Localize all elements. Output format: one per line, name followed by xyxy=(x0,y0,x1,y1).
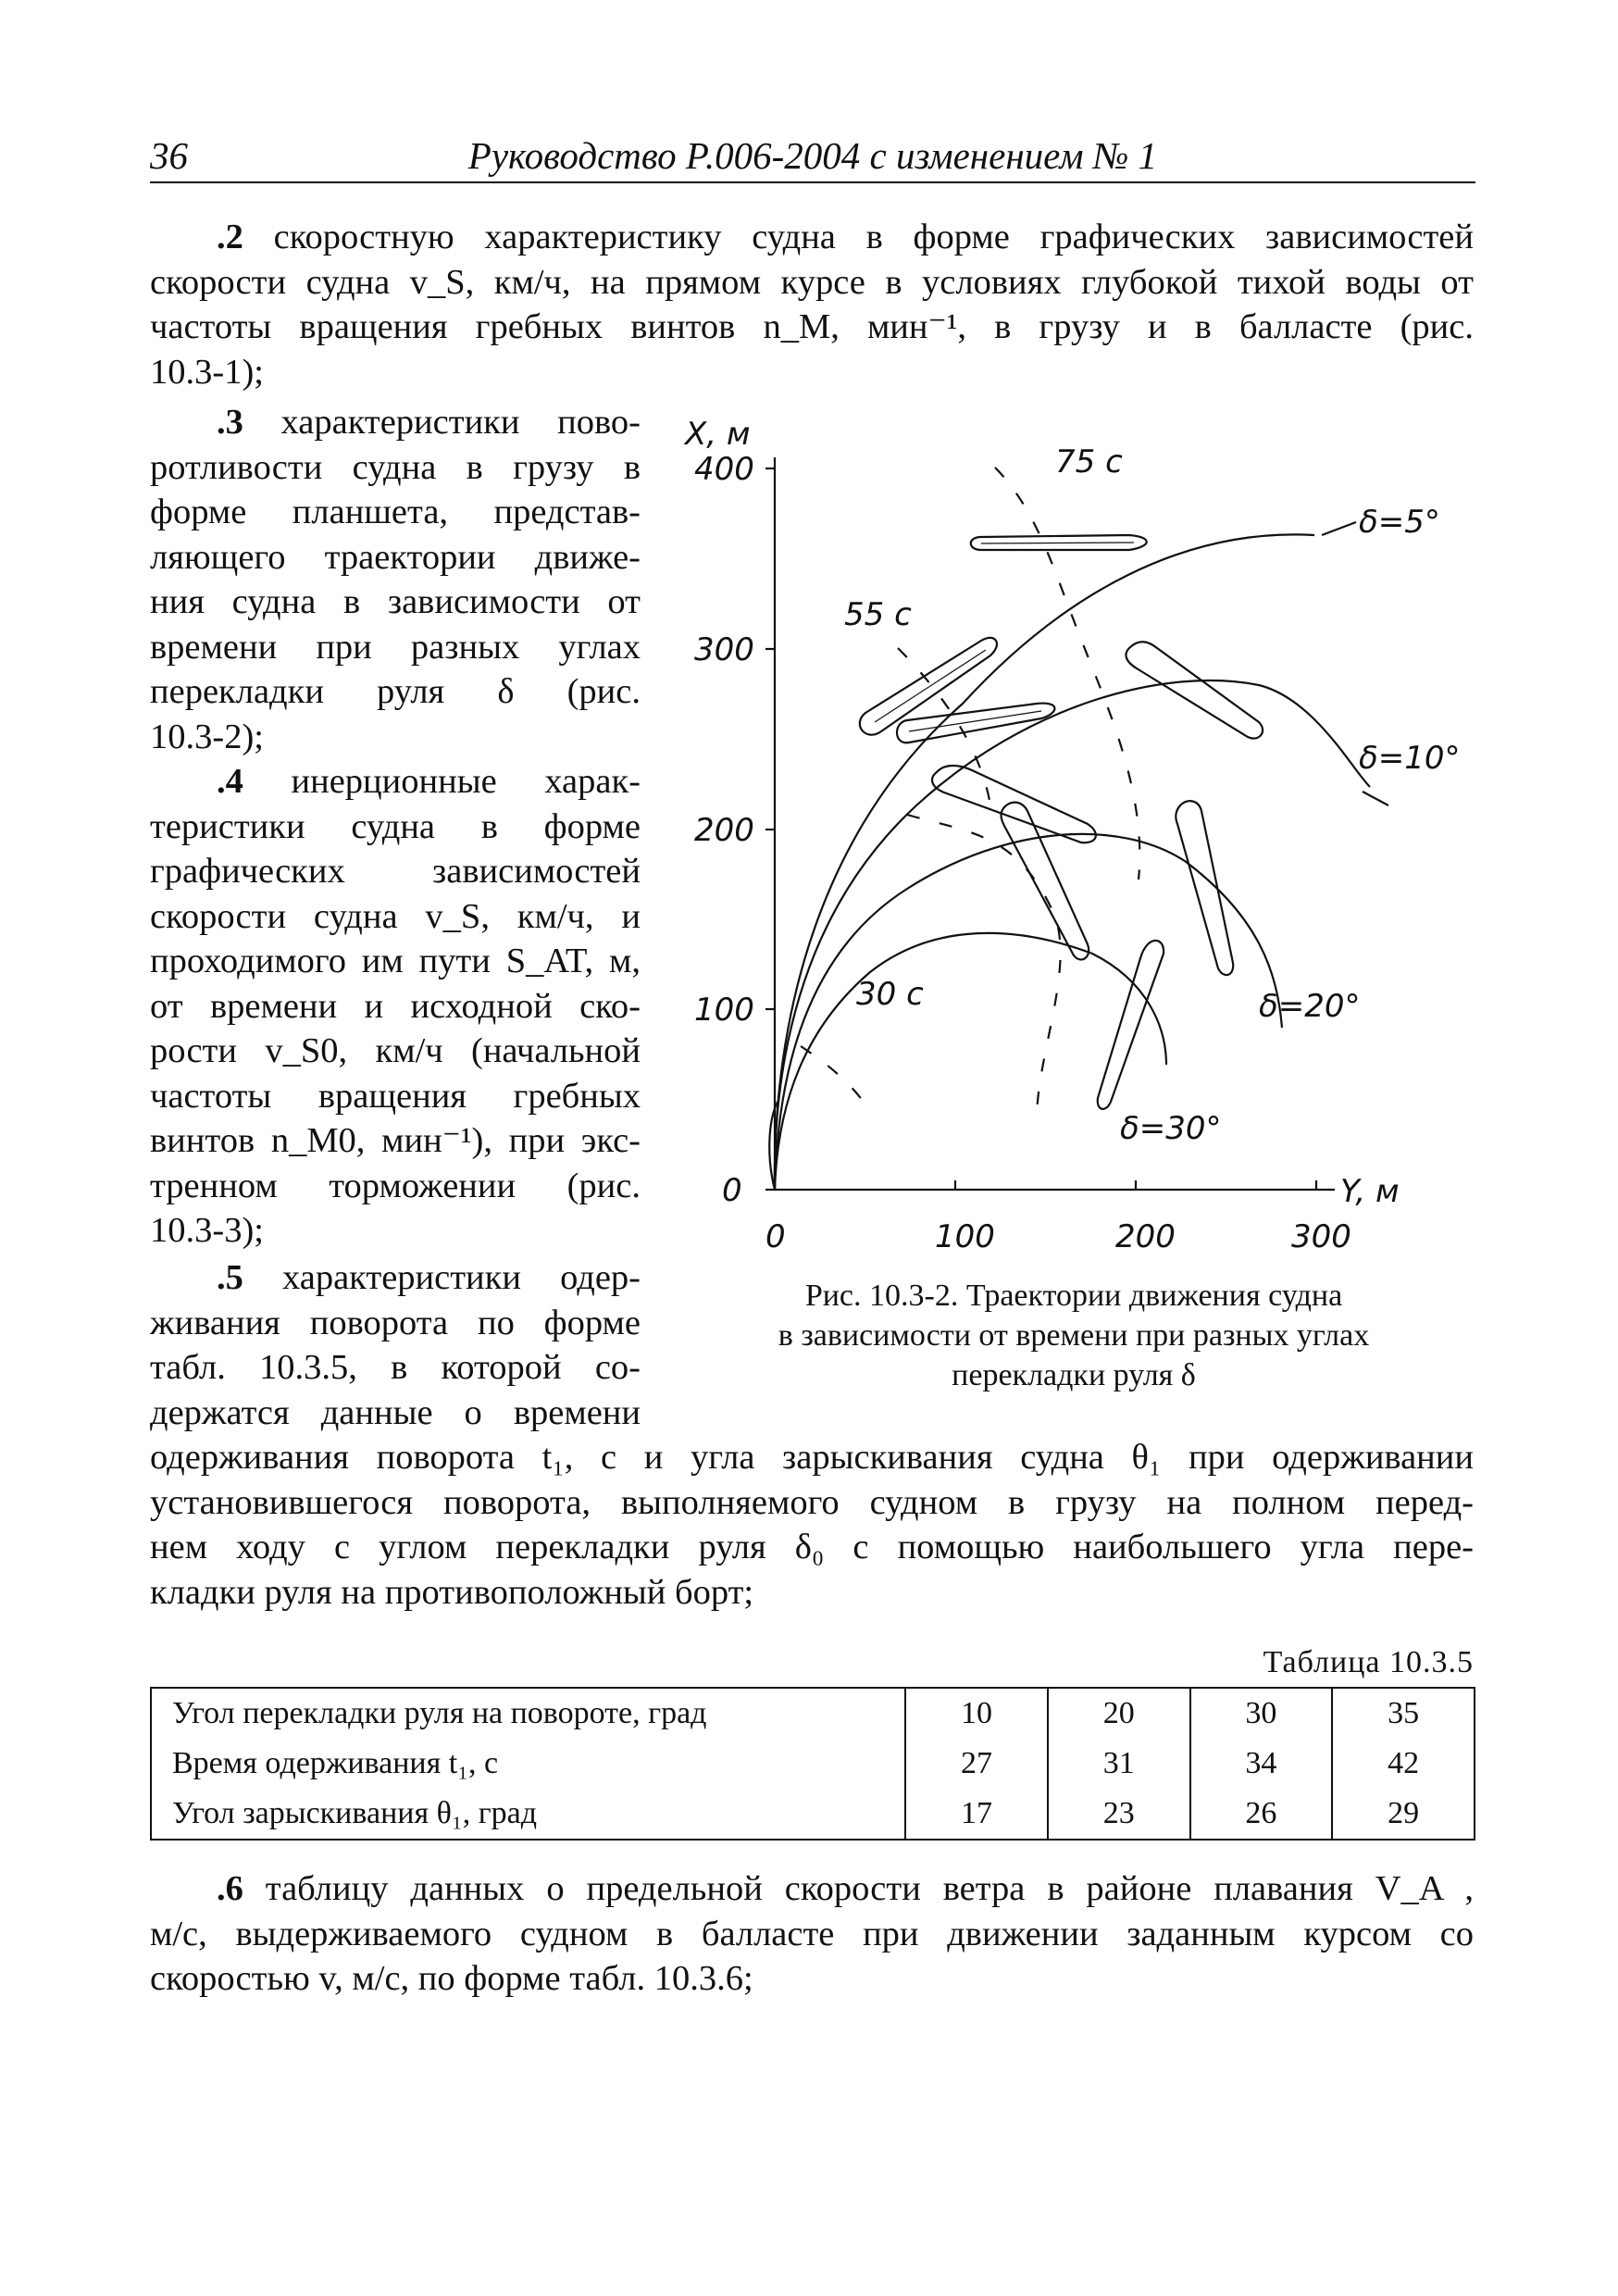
text-line xyxy=(150,1480,1474,1526)
x-tick-label: 200 xyxy=(1115,1218,1176,1250)
ship-icon xyxy=(1176,801,1233,975)
paragraph-5-full-lines xyxy=(150,1435,1474,1615)
table-row xyxy=(151,1789,1475,1840)
row-label: Угол перекладки руля на повороте, град xyxy=(151,1688,905,1739)
curve-label-delta-30: δ=30° xyxy=(1120,1110,1222,1147)
paragraph-2: .2 скоростную характеристику судна в форме графических зависимостей скорости судна v_S, км/ч, на прямом курсе в условиях глубокой тихой воды от частоты вращения гребных винтов n_M, мин⁻¹, в грузу и в балласте (рис. 10.3-1); xyxy=(150,218,1474,392)
table-cell: 30 xyxy=(1190,1688,1333,1739)
table-cell: 31 xyxy=(1048,1739,1190,1789)
running-title: Руководство Р.006-2004 с изменением № 1 xyxy=(467,134,1158,177)
text-line xyxy=(150,535,641,580)
line-text: характеристики пово- xyxy=(280,403,641,442)
ship-icon xyxy=(1126,642,1263,738)
ship-icon xyxy=(860,638,997,735)
curve-label-delta-20: δ=20° xyxy=(1259,988,1361,1025)
time-label-75s: 75 с xyxy=(1055,443,1123,480)
line-text: проходимого им пути S_AT, м, xyxy=(150,942,641,980)
trajectory-delta-30 xyxy=(775,933,1166,1190)
data-table xyxy=(150,1687,1475,1841)
text-line xyxy=(150,849,641,894)
line-text: табл. 10.3.5, в которой со- xyxy=(150,1348,641,1387)
line-text: винтов n_M0, мин⁻¹), при экс- xyxy=(150,1121,641,1160)
ship-icon xyxy=(897,704,1054,743)
line-text: ния судна в зависимости от xyxy=(150,582,641,621)
text-line xyxy=(150,1118,641,1164)
time-label-55s: 55 с xyxy=(844,596,912,633)
text-line xyxy=(150,445,641,491)
page-header xyxy=(150,130,1475,183)
x-tick-label: 100 xyxy=(935,1218,995,1250)
line-text: ляющего траектории движе- xyxy=(150,537,641,577)
text-line xyxy=(150,400,641,445)
line-text: теристики судна в форме xyxy=(150,806,641,846)
table-body xyxy=(151,1688,1475,1840)
line-text: времени при разных углах xyxy=(150,627,641,667)
table-cell: 17 xyxy=(905,1789,1048,1840)
line-text: установившегося поворота, выполняемого судном в грузу на полном перед- xyxy=(150,1482,1474,1522)
figure-caption: Рис. 10.3-2. Траектории движения судна в зависимости от времени при разных углах перекладки руля δ xyxy=(778,1279,1370,1392)
table-cell: 42 xyxy=(1332,1739,1475,1789)
line-text: графических зависимостей xyxy=(150,852,641,891)
text-line xyxy=(150,1570,1474,1616)
trajectory-delta-10 xyxy=(775,680,1370,1190)
paragraph-6 xyxy=(150,1866,1474,2002)
table-row xyxy=(151,1688,1475,1739)
y-tick-label: 0 xyxy=(722,1172,742,1209)
item-number: .3 xyxy=(217,403,243,442)
text-line xyxy=(150,759,641,805)
row-label: Время одерживания t₁, с xyxy=(151,1739,905,1789)
text-line xyxy=(150,1208,641,1254)
text-line xyxy=(150,490,641,535)
row-label: Угол зарыскивания θ₁, град xyxy=(151,1789,905,1840)
line-text: ротливости судна в грузу в xyxy=(150,447,641,487)
table-caption: Таблица 10.3.5 xyxy=(1263,1645,1474,1679)
table-cell: 26 xyxy=(1190,1789,1333,1840)
paragraph-6-lines xyxy=(150,1866,1474,2002)
page-number: 36 xyxy=(150,134,188,177)
text-line xyxy=(150,669,641,715)
x-tick-label: 0 xyxy=(765,1218,786,1250)
line-text: перекладки руля δ (рис. xyxy=(150,672,641,711)
ship-icon xyxy=(1001,803,1089,960)
line-text: инерционные харак- xyxy=(291,762,641,801)
text-line xyxy=(150,1074,641,1119)
text-line xyxy=(150,1435,1474,1480)
text-line xyxy=(150,894,641,940)
line-text: форме планшета, представ- xyxy=(150,493,641,531)
leader-line xyxy=(1363,792,1388,805)
paragraph-3-lines xyxy=(150,400,641,759)
paragraph-5 xyxy=(150,1255,641,1435)
line-text: частоты вращения гребных xyxy=(150,1076,641,1116)
table-cell: 27 xyxy=(905,1739,1048,1789)
y-tick-label: 100 xyxy=(694,992,754,1029)
item-number: .4 xyxy=(217,762,243,801)
x-tick-label: 300 xyxy=(1291,1218,1351,1250)
text-line xyxy=(150,939,641,984)
paragraph-3 xyxy=(150,400,641,759)
ship-icon xyxy=(932,766,1096,842)
y-tick-label: 200 xyxy=(694,812,754,849)
line-text: держатся данные о времени xyxy=(150,1392,641,1432)
text-line xyxy=(150,1912,1474,1957)
table-row xyxy=(151,1739,1475,1789)
curve-label-delta-10: δ=10° xyxy=(1359,740,1461,777)
line-text: одерживания поворота t₁, с и угла зарыскивания судна θ₁ при одерживании xyxy=(150,1438,1474,1477)
y-axis-label: X, м xyxy=(685,416,751,453)
text-line xyxy=(150,715,641,760)
text-line xyxy=(150,1164,641,1209)
line-text: 10.3-2); xyxy=(150,717,264,756)
item-number: .5 xyxy=(217,1258,243,1297)
curve-label-delta-5: δ=5° xyxy=(1359,504,1440,541)
table-cell: 35 xyxy=(1332,1688,1475,1739)
line-text: таблицу данных о предельной скорости ветра в районе плавания V_A , xyxy=(265,1869,1474,1908)
text-line xyxy=(150,1345,641,1391)
paragraph-4-lines xyxy=(150,759,641,1254)
isochrone-30s xyxy=(801,1046,870,1111)
text-line xyxy=(150,1956,1474,2002)
item-number: .6 xyxy=(217,1869,243,1908)
text-line xyxy=(150,1866,1474,1912)
text-line xyxy=(150,805,641,850)
x-axis-label: Y, м xyxy=(1340,1173,1400,1210)
paragraph-5-lines xyxy=(150,1255,641,1435)
table-cell: 20 xyxy=(1048,1688,1190,1739)
text-line xyxy=(150,984,641,1029)
turning-trajectory-figure xyxy=(666,398,1481,1250)
paragraph-5-continued xyxy=(150,1435,1474,1615)
ship-icon xyxy=(1098,941,1164,1109)
text-line xyxy=(150,625,641,670)
y-tick-label: 400 xyxy=(694,451,754,488)
text-line xyxy=(150,1391,641,1436)
table-cell: 34 xyxy=(1190,1739,1333,1789)
line-text: скорости судна v_S, км/ч, и xyxy=(150,896,641,936)
text-line xyxy=(150,1301,641,1346)
y-tick-label: 300 xyxy=(694,631,754,668)
table-cell: 10 xyxy=(905,1688,1048,1739)
line-text: скоростью v, м/с, по форме табл. 10.3.6; xyxy=(150,1959,753,1998)
paragraph-4 xyxy=(150,759,641,1254)
text-line xyxy=(150,1255,641,1301)
line-text: рости v_S0, км/ч (начальной xyxy=(150,1031,641,1070)
line-text: м/с, выдерживаемого судном в балласте при движении заданным курсом со xyxy=(150,1914,1474,1953)
time-label-30s: 30 с xyxy=(856,976,924,1013)
line-text: кладки руля на противоположный борт; xyxy=(150,1572,754,1612)
leader-line xyxy=(1322,522,1356,535)
text-line xyxy=(150,1029,641,1074)
text-line xyxy=(150,580,641,625)
line-text: от времени и исходной ско- xyxy=(150,986,641,1026)
isochrone-30s-upper xyxy=(907,815,1061,1120)
line-text: тренном торможении (рис. xyxy=(150,1166,641,1205)
table-cell: 29 xyxy=(1332,1789,1475,1840)
line-text: нем ходу с углом перекладки руля δ₀ с помощью наибольшего угла пере- xyxy=(150,1528,1474,1566)
line-text: живания поворота по форме xyxy=(150,1303,641,1342)
table-cell: 23 xyxy=(1048,1789,1190,1840)
isochrone-75s xyxy=(995,468,1139,880)
line-text: 10.3-3); xyxy=(150,1211,264,1250)
text-line xyxy=(150,1525,1474,1570)
line-text: характеристики одер- xyxy=(282,1258,641,1297)
